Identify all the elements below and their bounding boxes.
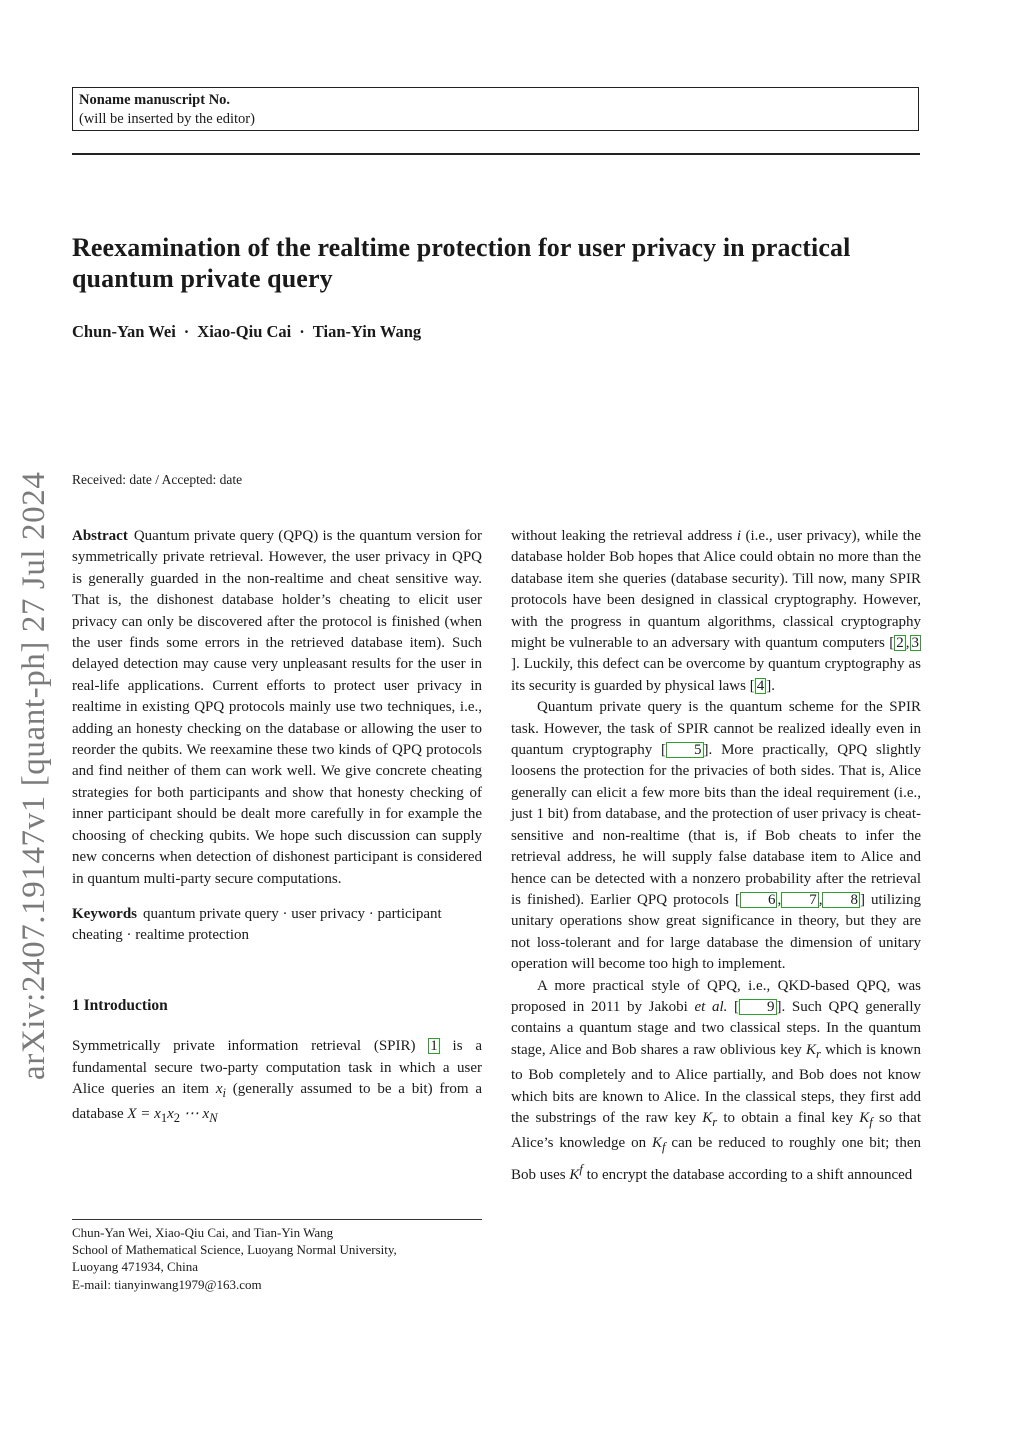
citation-link[interactable]: 2 <box>896 635 904 652</box>
math-expression: X = x <box>127 1106 161 1123</box>
citation-link[interactable]: 7 <box>781 892 819 908</box>
header-rule <box>72 153 920 155</box>
math-subscript: 2 <box>173 1111 181 1126</box>
keywords <box>72 904 482 947</box>
intro-paragraph-2: Quantum private query is the quantum scheme for the SPIR task. However, the task of SPIR cannot be realized ideally even in quantum cryptography [ 5 ]. More practically, QPQ slightly loosens the protection for the privacies of both sides. That is, Alice generally can elicit a few more bits than the ideal requirement (i.e., just 1 bit) from database, and the protection of user privacy is cheat-sensitive and non-realtime (that is, if Bob cheats to infer the retrieval address, he will supply false database item to Alice and hence can be detected with a nonzero probability after the retrieval is finished). Earlier QPQ protocols [ 6 , 7 , 8 ] utilizing unitary operations show great significance in theory, but they are not loss-tolerant and for large database the dimension of unitary operation will become too high to implement. <box>511 699 922 973</box>
right-column <box>511 526 921 1186</box>
text-run: (i.e., user privacy), while the database holder Bob hopes that Alice could obtain no more than the database item she queries (database security). Till now, many SPIR protocols have been designed in classical cryptography. However, with the progress in quantum algorithms, classical cryptography might be vulnerable to an adversary with quantum computers <box>511 528 921 652</box>
math-expression: ⋯ x <box>180 1106 210 1123</box>
math-subscript: i <box>222 1085 226 1100</box>
abstract-label: Abstract <box>72 528 128 544</box>
abstract-text: Quantum private query (QPQ) is the quantum version for symmetrically private retrieval. However, the user privacy in QPQ is generally guarded in the non-realtime and cheat sensitive way. That is, the dishonest database holder’s cheating to elicit user privacy can only be discovered after the protocol is finished (when the user finds some errors in the retrieved database item). Such delayed detection may cause very unpleasant results for the user in real-life applications. Current efforts to protect user privacy in realtime in existing QPQ protocols mainly use two techniques, i.e., adding an honesty checking on the database or allowing the user to reorder the qubits. We reexamine these two kinds of QPQ protocols and find neither of them can work well. We give concrete cheating strategies for both participants and show that honesty checking of inner participant should be dealt more carefully in for example the choosing of checking qubits. We hope such discussion can supply new concerns when detection of dishonest participant is considered in quantum multi-party secure computations. <box>72 528 482 887</box>
math-subscript: N <box>209 1111 218 1126</box>
math-symbol: i <box>736 528 741 544</box>
text-run: Symmetrically private information retrieval (SPIR) <box>72 1038 429 1055</box>
math-symbol: K <box>859 1109 870 1126</box>
math-symbol: K <box>702 1109 713 1126</box>
text-run: to obtain a final key <box>717 1109 860 1126</box>
author-separator: · <box>183 322 190 341</box>
editor-note: (will be inserted by the editor) <box>79 111 255 127</box>
text-run: is a fundamental secure two-party computation task in which a user Alice queries an item <box>72 1038 482 1097</box>
math-symbol: K <box>652 1135 663 1152</box>
text-run: . <box>771 677 775 694</box>
received-accepted-dates: Received: date / Accepted: date <box>72 472 243 487</box>
footnote-email: E-mail: tianyinwang1979@163.com <box>72 1276 262 1292</box>
text-run: . More practically, QPQ slightly loosens the protection for the privacies of both sides. That is, Alice generally can elicit a few more bits than the ideal requirement (i.e., just 1 bit) from database, and the protection of user privacy is cheat-sensitive and non-realtime (that is, if Bob cheats to infer the retrieval address, he will supply false database item to Alice and hence can be detected with a nonzero probability after the retrieval is finished). Earlier QPQ protocols <box>511 742 922 908</box>
text-run: to encrypt the database according to a shift announced <box>582 1166 913 1183</box>
intro-paragraph-1-continued: without leaking the retrieval address i (i.e., user privacy), while the database holder Bob hopes that Alice could obtain no more than the database item she queries (database security). Till now, many SPIR protocols have been designed in classical cryptography. However, with the progress in quantum algorithms, classical cryptography might be vulnerable to an adversary with quantum computers [ 2 , 3]. Luckily, this defect can be overcome by quantum cryptography as its security is guarded by physical laws [ 4 ]. <box>511 528 921 694</box>
citation-link[interactable]: 8 <box>822 892 860 908</box>
manuscript-header-box <box>72 87 919 131</box>
author-affiliation-footnote <box>72 1224 492 1293</box>
math-subscript: f <box>869 1114 873 1129</box>
math-symbol: x <box>215 1080 223 1097</box>
abstract <box>72 526 482 890</box>
keywords-text: quantum private query · user privacy · participant cheating · realtime protection <box>72 905 442 944</box>
author-name: Chun-Yan Wei <box>72 322 176 341</box>
citation-link[interactable]: 9 <box>739 999 777 1015</box>
paper-title: Reexamination of the realtime protection for user privacy in practical quantum private query <box>72 233 851 293</box>
text-run: . Such QPQ generally contains a quantum stage and two classical steps. In the quantum stage, Alice and Bob shares a raw oblivious key <box>511 998 922 1058</box>
text-run: (generally assumed to be a bit) from a database <box>72 1080 482 1123</box>
text-run: which is known to Bob completely and to Alice partially, and Bob does not know which bits are known to Alice. In the classical steps, they first add the substrings of the raw key <box>511 1041 922 1126</box>
text-run: so that Alice’s knowledge on <box>511 1109 921 1152</box>
citation-link[interactable]: 4 <box>756 677 765 694</box>
math-symbol: K <box>569 1166 580 1183</box>
math-symbol: K <box>805 1041 816 1058</box>
etal-text: et al. <box>694 998 728 1015</box>
author-separator: · <box>299 322 305 341</box>
footnote-authors: Chun-Yan Wei, Xiao-Qiu Cai, and Tian-Yin Wang <box>72 1225 334 1240</box>
footnote-institution: School of Mathematical Science, Luoyang Normal University, <box>72 1242 397 1258</box>
text-run: can be reduced to roughly one bit; then Bob uses <box>511 1135 921 1183</box>
manuscript-number: Noname manuscript No. <box>79 92 231 108</box>
math-subscript: f <box>662 1140 666 1155</box>
text-run: Quantum private query is the quantum scheme for the SPIR task. However, the task of SPIR cannot be realized ideally even in quantum cryptography <box>511 699 921 759</box>
math-subscript: 1 <box>160 1111 168 1126</box>
math-subscript: r <box>815 1046 821 1061</box>
math-subscript: r <box>712 1114 718 1129</box>
text-run: . Luckily, this defect can be overcome by quantum cryptography as its security is guarded by physical laws <box>511 656 921 694</box>
section-heading-introduction: 1 Introduction <box>72 996 168 1014</box>
keywords-label: Keywords <box>72 905 137 922</box>
math-superscript: f <box>579 1161 583 1176</box>
text-run: without leaking the retrieval address <box>511 528 737 544</box>
text-run: utilizing unitary operations show great significance in theory, but they are not loss-tolerant and for large database the dimension of unitary operation will become too high to implement. <box>511 891 921 973</box>
citation-link[interactable]: 1 <box>430 1038 438 1055</box>
author-name: Tian-Yin Wang <box>312 322 422 341</box>
left-column <box>72 526 482 1130</box>
citation-link[interactable]: 5 <box>666 742 704 758</box>
citation-link[interactable]: 6 <box>740 892 778 908</box>
footnote-address: Luoyang 471934, China <box>72 1259 199 1275</box>
text-run: A more practical style of QPQ, i.e., QKD-based QPQ, was proposed in 2011 by Jakobi <box>511 977 921 1015</box>
intro-paragraph-3: A more practical style of QPQ, i.e., QKD-based QPQ, was proposed in 2011 by Jakobi et al. [ 9 ]. Such QPQ generally contains a quantum stage and two classical steps. In the quantum stage, Alice and Bob shares a raw oblivious key $K_r$ which is known to Bob completely and to Alice partially, and Bob does not know which bits are known to Alice. In the classical steps, they first add the substrings of the raw key $K_r$ to obtain a final key $K_f$ so that Alice’s knowledge on $K_f$ can be reduced to roughly one bit; then Bob uses $K^f$ to encrypt the database according to a shift announced <box>511 977 922 1183</box>
intro-paragraph-1 <box>72 1036 482 1130</box>
footnote-rule <box>72 1219 482 1220</box>
arxiv-stamp: arXiv:2407.19147v1 [quant-ph] 27 Jul 2024 <box>16 471 52 1080</box>
citation-link[interactable]: 3 <box>911 635 919 652</box>
math-symbol: x <box>167 1106 174 1123</box>
author-list <box>72 322 421 342</box>
author-name: Xiao-Qiu Cai <box>197 322 292 341</box>
